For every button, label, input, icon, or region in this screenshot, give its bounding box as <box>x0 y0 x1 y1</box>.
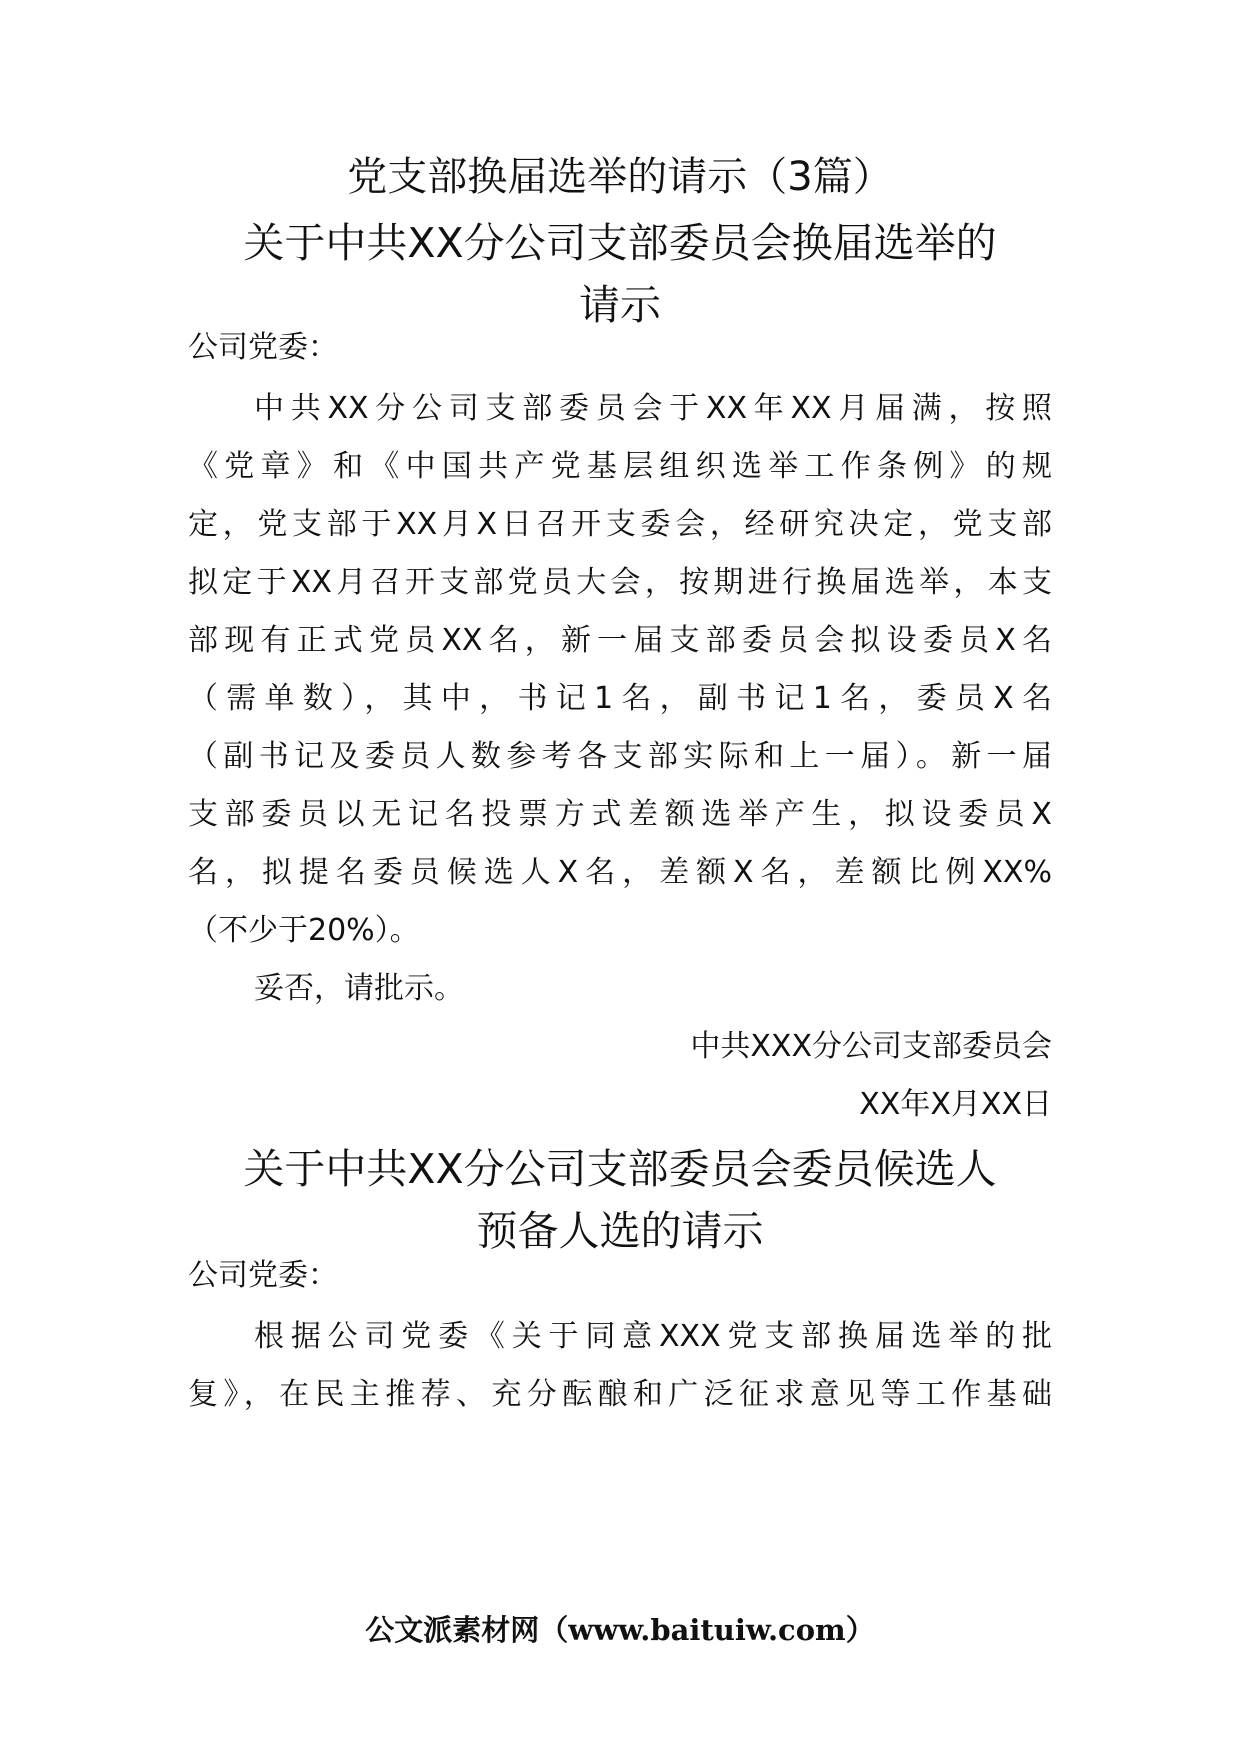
section1-signature: 中共XXX分公司支部委员会 <box>690 1029 1052 1064</box>
document-title: 党支部换届选举的请示（3篇） <box>347 154 893 200</box>
section1-body-line: 定，党支部于XX月X日召开支委会，经研究决定，党支部 <box>188 507 1052 542</box>
section1-body-line: 《党章》和《中国共产党基层组织选举工作条例》的规 <box>188 449 1052 484</box>
section1-body-line: 拟定于XX月召开支部党员大会，按期进行换届选举，本支 <box>188 565 1052 600</box>
section1-salutation: 公司党委： <box>188 330 338 365</box>
section2-body-line: 复》，在民主推荐、充分酝酿和广泛征求意见等工作基础 <box>188 1377 1052 1412</box>
section1-body-line: 名，拟提名委员候选人X名，差额X名，差额比例XX% <box>188 855 1052 890</box>
section2-salutation: 公司党委： <box>188 1258 338 1293</box>
section1-body-line: 部现有正式党员XX名，新一届支部委员会拟设委员X名 <box>188 623 1052 658</box>
section1-body-line: （副书记及委员人数参考各支部实际和上一届）。新一届 <box>188 739 1052 774</box>
section2-heading-line2: 预备人选的请示 <box>476 1207 764 1255</box>
section1-heading-line2: 请示 <box>579 281 661 329</box>
section1-body-line: 支部委员以无记名投票方式差额选举产生，拟设委员X <box>188 797 1052 832</box>
section2-heading-line1: 关于中共XX分公司支部委员会委员候选人 <box>243 1145 997 1193</box>
section1-date: XX年X月XX日 <box>859 1087 1052 1122</box>
section1-body-line: （不少于20%）。 <box>188 913 420 948</box>
section1-body-line: 中共XX分公司支部委员会于XX年XX月届满，按照 <box>254 391 1052 426</box>
footer-watermark: 公文派素材网（www.baituiw.com） <box>365 1613 875 1647</box>
section1-closing: 妥否，请批示。 <box>254 971 464 1006</box>
section1-heading-line1: 关于中共XX分公司支部委员会换届选举的 <box>243 219 997 267</box>
section2-body-line: 根据公司党委《关于同意XXX党支部换届选举的批 <box>254 1319 1052 1354</box>
section1-body-line: （需单数），其中，书记1名，副书记1名，委员X名 <box>188 681 1052 716</box>
